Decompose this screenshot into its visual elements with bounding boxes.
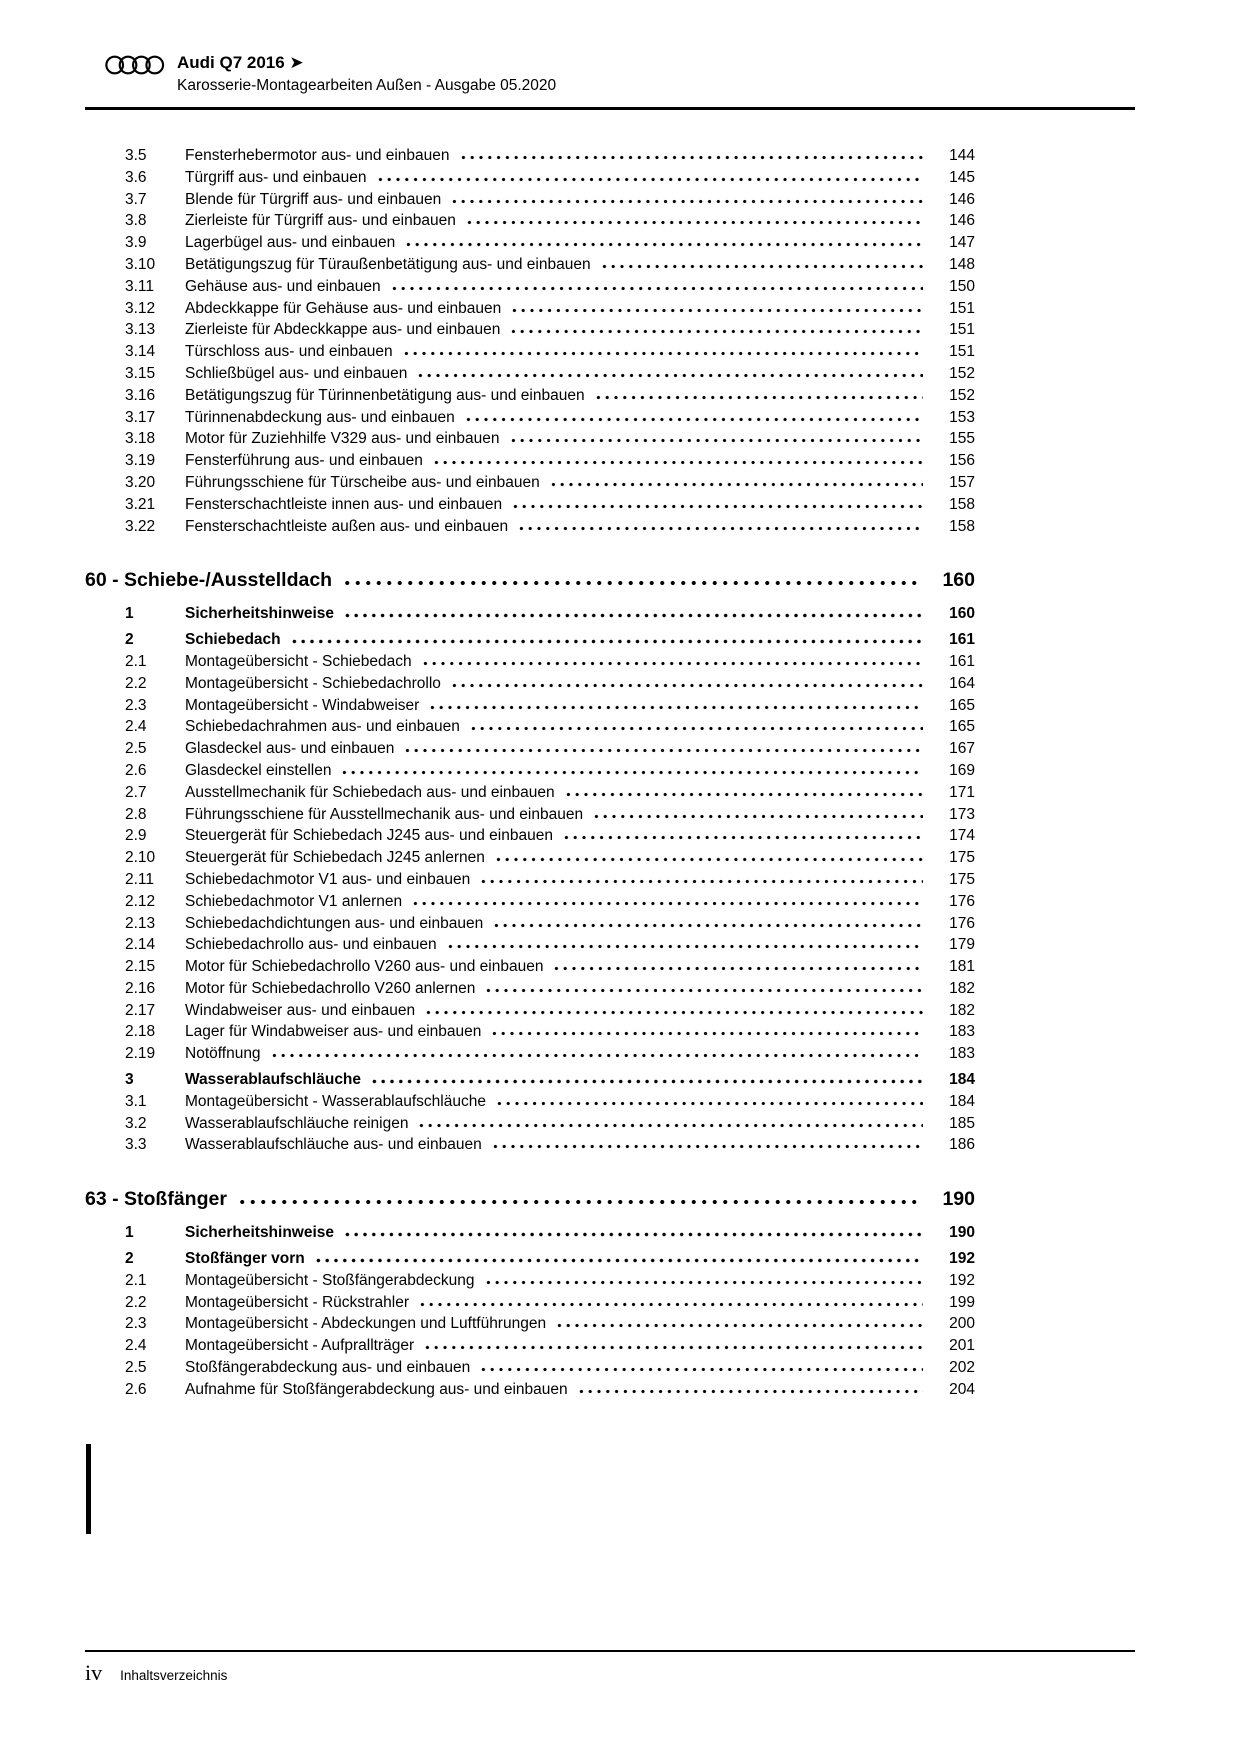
- entry-number: 3.14: [125, 343, 156, 361]
- chapter-label: 63 - Stoßfänger: [85, 1188, 227, 1211]
- entry-title: Führungsschiene für Türscheibe aus- und einbauen: [185, 473, 540, 491]
- entry-page: 181: [949, 958, 975, 976]
- toc-entry: [85, 1357, 975, 1379]
- toc-entry: [85, 167, 975, 189]
- entry-page: 173: [949, 805, 975, 823]
- footer-rule: [85, 1650, 1135, 1652]
- toc-entry: [85, 298, 975, 320]
- chapter-page: 160: [942, 569, 975, 592]
- entry-page: 165: [949, 718, 975, 736]
- toc-entry: [85, 956, 975, 978]
- toc-entry: [85, 603, 975, 625]
- dot-leader: [479, 879, 923, 884]
- entry-page: 182: [949, 979, 975, 997]
- entry-page: 148: [949, 255, 975, 273]
- toc-entry: [85, 319, 975, 341]
- entry-title: Ausstellmechanik für Schiebedach aus- und einbauen: [185, 783, 555, 801]
- toc-entry: [85, 472, 975, 494]
- dot-leader: [510, 308, 923, 313]
- entry-page: 157: [949, 473, 975, 491]
- entry-title: Motor für Schiebedachrollo V260 anlernen: [185, 979, 476, 997]
- dot-leader: [340, 770, 923, 775]
- toc: [85, 145, 975, 1401]
- entry-title: Betätigungszug für Türinnenbetätigung aus- und einbauen: [185, 386, 585, 404]
- toc-entry: [85, 891, 975, 913]
- toc-entry: [85, 847, 975, 869]
- toc-entry: [85, 738, 975, 760]
- entry-page: 171: [949, 783, 975, 801]
- toc-entry: [85, 1270, 975, 1292]
- dot-leader: [484, 988, 923, 993]
- entry-page: 184: [949, 1092, 975, 1110]
- toc-entry: [85, 494, 975, 516]
- header-text: [177, 52, 556, 96]
- entry-title: Motor für Schiebedachrollo V260 aus- und einbauen: [185, 958, 544, 976]
- dot-leader: [465, 220, 923, 225]
- dot-leader: [492, 923, 923, 928]
- entry-number: 3.7: [125, 190, 147, 208]
- toc-entry: [85, 1313, 975, 1335]
- toc-entry: [85, 782, 975, 804]
- entry-number: 3.12: [125, 299, 156, 317]
- entry-title: Aufnahme für Stoßfängerabdeckung aus- und einbauen: [185, 1380, 568, 1398]
- dot-leader: [390, 286, 923, 291]
- dot-leader: [370, 1079, 923, 1084]
- entry-number: 3.6: [125, 168, 147, 186]
- dot-leader: [423, 1345, 923, 1350]
- entry-title: Fensterführung aus- und einbauen: [185, 452, 423, 470]
- entry-number: 2.1: [125, 1271, 147, 1289]
- entry-title: Schiebedachmotor V1 aus- und einbauen: [185, 870, 471, 888]
- entry-number: 2.14: [125, 936, 156, 954]
- dot-leader: [450, 199, 923, 204]
- toc-entry: [85, 1222, 975, 1244]
- toc-entry: [85, 913, 975, 935]
- entry-title: Montageübersicht - Windabweiser: [185, 696, 420, 714]
- toc-entry: [85, 407, 975, 429]
- dot-leader: [342, 580, 919, 586]
- entry-page: 175: [949, 849, 975, 867]
- dot-leader: [509, 438, 923, 443]
- toc-entry: [85, 1248, 975, 1270]
- entry-page: 199: [949, 1293, 975, 1311]
- dot-leader: [404, 242, 923, 247]
- entry-page: 176: [949, 914, 975, 932]
- dot-leader: [592, 814, 923, 819]
- entry-title: Wasserablaufschläuche: [185, 1071, 362, 1089]
- toc-entry: [85, 516, 975, 538]
- entry-title: Sicherheitshinweise: [185, 1224, 335, 1242]
- entry-title: Montageübersicht - Schiebedach: [185, 652, 412, 670]
- entry-number: 3.11: [125, 277, 155, 295]
- entry-title: Türschloss aus- und einbauen: [185, 343, 393, 361]
- toc-entry: [85, 1335, 975, 1357]
- entry-title: Stoßfänger vorn: [185, 1250, 305, 1268]
- chapter-label: 60 - Schiebe-/Ausstelldach: [85, 569, 333, 592]
- dot-leader: [484, 1280, 923, 1285]
- entry-number: 2.1: [125, 652, 147, 670]
- entry-page: 165: [949, 696, 975, 714]
- entry-page: 152: [949, 364, 975, 382]
- toc-entry: [85, 869, 975, 891]
- dot-leader: [416, 373, 923, 378]
- entry-page: 155: [949, 430, 975, 448]
- entry-number: 3.1: [125, 1092, 147, 1110]
- toc-entry: [85, 1043, 975, 1065]
- entry-page: 184: [949, 1071, 975, 1089]
- entry-title: Steuergerät für Schiebedach J245 anlernen: [185, 849, 485, 867]
- dot-leader: [490, 1031, 923, 1036]
- entry-page: 192: [949, 1271, 975, 1289]
- dot-leader: [491, 1144, 923, 1149]
- toc-chapter-row: [85, 567, 975, 594]
- entry-page: 174: [949, 827, 975, 845]
- dot-leader: [552, 966, 923, 971]
- dot-leader: [343, 613, 923, 618]
- dot-leader: [424, 1010, 923, 1015]
- entry-page: 161: [949, 652, 975, 670]
- dot-leader: [594, 395, 923, 400]
- entry-title: Montageübersicht - Rückstrahler: [185, 1293, 409, 1311]
- entry-title: Montageübersicht - Abdeckungen und Luftführungen: [185, 1315, 547, 1333]
- entry-number: 2.11: [125, 870, 155, 888]
- dot-leader: [469, 726, 923, 731]
- dot-leader: [509, 329, 923, 334]
- entry-number: 2.5: [125, 1359, 147, 1377]
- entry-page: 145: [949, 168, 975, 186]
- dot-leader: [343, 1232, 923, 1237]
- toc-entry: [85, 189, 975, 211]
- toc-entry: [85, 1000, 975, 1022]
- dot-leader: [270, 1053, 923, 1058]
- entry-title: Fensterschachtleiste innen aus- und einbauen: [185, 495, 503, 513]
- entry-number: 3.16: [125, 386, 156, 404]
- entry-number: 2.12: [125, 892, 156, 910]
- toc-entry: [85, 1292, 975, 1314]
- toc-entry: [85, 450, 975, 472]
- entry-title: Montageübersicht - Stoßfängerabdeckung: [185, 1271, 475, 1289]
- header: [105, 52, 556, 96]
- dot-leader: [450, 683, 923, 688]
- entry-number: 2.18: [125, 1023, 156, 1041]
- entry-number: 2.4: [125, 718, 147, 736]
- toc-entry: [85, 276, 975, 298]
- toc-entry: [85, 978, 975, 1000]
- dot-leader: [402, 351, 923, 356]
- entry-page: 144: [949, 147, 975, 164]
- entry-number: 3.15: [125, 364, 156, 382]
- dot-leader: [421, 661, 923, 666]
- dot-leader: [428, 705, 923, 710]
- footer: [85, 1660, 227, 1686]
- entry-page: 182: [949, 1001, 975, 1019]
- entry-title: Fensterhebermotor aus- und einbauen: [185, 147, 450, 164]
- toc-entry: [85, 363, 975, 385]
- entry-title: Lagerbügel aus- und einbauen: [185, 234, 396, 252]
- dot-leader: [376, 177, 923, 182]
- entry-page: 183: [949, 1045, 975, 1063]
- dot-leader: [479, 1367, 923, 1372]
- entry-page: 183: [949, 1023, 975, 1041]
- entry-title: Stoßfängerabdeckung aus- und einbauen: [185, 1359, 471, 1377]
- dot-leader: [418, 1302, 923, 1307]
- entry-page: 179: [949, 936, 975, 954]
- entry-page: 167: [949, 740, 975, 758]
- footer-page-roman: iv: [85, 1660, 103, 1685]
- entry-title: Lager für Windabweiser aus- und einbauen: [185, 1023, 482, 1041]
- entry-page: 150: [949, 277, 975, 295]
- entry-title: Glasdeckel einstellen: [185, 761, 332, 779]
- entry-title: Schließbügel aus- und einbauen: [185, 364, 408, 382]
- change-bar: [86, 1444, 91, 1534]
- toc-entry: [85, 760, 975, 782]
- toc-entry: [85, 145, 975, 167]
- entry-title: Türgriff aus- und einbauen: [185, 168, 367, 186]
- entry-page: 204: [949, 1380, 975, 1398]
- toc-entry: [85, 651, 975, 673]
- entry-number: 2.3: [125, 696, 147, 714]
- entry-title: Abdeckkappe für Gehäuse aus- und einbauen: [185, 299, 502, 317]
- entry-title: Schiebedachdichtungen aus- und einbauen: [185, 914, 484, 932]
- entry-title: Sicherheitshinweise: [185, 605, 335, 623]
- entry-title: Gehäuse aus- und einbauen: [185, 277, 381, 295]
- dot-leader: [237, 1199, 919, 1205]
- header-subtitle: Karosserie-Montagearbeiten Außen - Ausgabe 05.2020: [177, 77, 557, 94]
- entry-title: Windabweiser aus- und einbauen: [185, 1001, 416, 1019]
- entry-page: 164: [949, 674, 975, 692]
- entry-page: 151: [949, 343, 975, 361]
- toc-entry: [85, 825, 975, 847]
- entry-number: 3.19: [125, 452, 156, 470]
- dot-leader: [600, 264, 923, 269]
- entry-number: 2: [125, 1250, 134, 1268]
- entry-number: 3.13: [125, 321, 156, 339]
- entry-number: 1: [125, 1224, 134, 1242]
- toc-entry: [85, 1021, 975, 1043]
- entry-page: 147: [949, 234, 975, 252]
- entry-number: 2.10: [125, 849, 156, 867]
- chapter-page: 190: [942, 1188, 975, 1211]
- entry-number: 3.22: [125, 517, 156, 535]
- entry-number: 3.18: [125, 430, 156, 448]
- entry-title: Schiebedachrollo aus- und einbauen: [185, 936, 437, 954]
- entry-number: 3.5: [125, 147, 147, 164]
- entry-number: 3.8: [125, 212, 147, 230]
- entry-page: 158: [949, 517, 975, 535]
- toc-entry: [85, 1091, 975, 1113]
- entry-number: 2.9: [125, 827, 147, 845]
- entry-title: Blende für Türgriff aus- und einbauen: [185, 190, 442, 208]
- entry-number: 2.6: [125, 1380, 147, 1398]
- toc-chapter-row: [85, 1186, 975, 1213]
- entry-page: 146: [949, 190, 975, 208]
- entry-page: 146: [949, 212, 975, 230]
- entry-title: Führungsschiene für Ausstellmechanik aus- und einbauen: [185, 805, 584, 823]
- dot-leader: [464, 417, 923, 422]
- dot-leader: [564, 792, 923, 797]
- toc-entry: [85, 716, 975, 738]
- dot-leader: [562, 835, 923, 840]
- dot-leader: [290, 639, 923, 644]
- entry-page: 158: [949, 495, 975, 513]
- entry-title: Notöffnung: [185, 1045, 261, 1063]
- entry-number: 2.7: [125, 783, 147, 801]
- entry-page: 176: [949, 892, 975, 910]
- entry-number: 2.3: [125, 1315, 147, 1333]
- toc-entry: [85, 210, 975, 232]
- entry-page: 186: [949, 1136, 975, 1154]
- toc-entry: [85, 232, 975, 254]
- entry-title: Motor für Zuziehhilfe V329 aus- und einbauen: [185, 430, 500, 448]
- dot-leader: [403, 748, 923, 753]
- entry-page: 201: [949, 1337, 975, 1355]
- entry-number: 3.3: [125, 1136, 147, 1154]
- entry-title: Betätigungszug für Türaußenbetätigung aus- und einbauen: [185, 255, 591, 273]
- entry-page: 202: [949, 1359, 975, 1377]
- toc-entry: [85, 1113, 975, 1135]
- entry-number: 3.2: [125, 1114, 147, 1132]
- entry-number: 2.5: [125, 740, 147, 758]
- entry-title: Türinnenabdeckung aus- und einbauen: [185, 408, 455, 426]
- entry-page: 185: [949, 1114, 975, 1132]
- entry-page: 192: [949, 1250, 975, 1268]
- entry-number: 1: [125, 605, 134, 623]
- entry-number: 2.2: [125, 1293, 147, 1311]
- dot-leader: [517, 526, 923, 531]
- entry-number: 2: [125, 631, 134, 649]
- entry-number: 3.17: [125, 408, 156, 426]
- header-rule: [85, 107, 1135, 110]
- dot-leader: [494, 857, 923, 862]
- entry-number: 3.21: [125, 495, 156, 513]
- toc-entry: [85, 804, 975, 826]
- toc-entry: [85, 428, 975, 450]
- dot-leader: [446, 944, 923, 949]
- toc-entry: [85, 629, 975, 651]
- entry-title: Schiebedachrahmen aus- und einbauen: [185, 718, 460, 736]
- dot-leader: [495, 1101, 923, 1106]
- dot-leader: [411, 901, 923, 906]
- entry-title: Montageübersicht - Aufprallträger: [185, 1337, 415, 1355]
- entry-title: Montageübersicht - Wasserablaufschläuche: [185, 1092, 486, 1110]
- dot-leader: [417, 1123, 923, 1128]
- dot-leader: [459, 155, 923, 160]
- entry-title: Zierleiste für Türgriff aus- und einbauen: [185, 212, 456, 230]
- entry-number: 3.10: [125, 255, 156, 273]
- audi-rings-logo: [105, 54, 165, 76]
- toc-entry: [85, 341, 975, 363]
- entry-page: 156: [949, 452, 975, 470]
- toc-entry: [85, 1069, 975, 1091]
- entry-page: 153: [949, 408, 975, 426]
- entry-title: Schiebedachmotor V1 anlernen: [185, 892, 403, 910]
- entry-page: 169: [949, 761, 975, 779]
- entry-number: 2.19: [125, 1045, 156, 1063]
- entry-number: 2.17: [125, 1001, 156, 1019]
- entry-page: 161: [949, 631, 975, 649]
- dot-leader: [432, 460, 923, 465]
- entry-number: 2.16: [125, 979, 156, 997]
- entry-title: Zierleiste für Abdeckkappe aus- und einbauen: [185, 321, 501, 339]
- entry-number: 2.15: [125, 958, 156, 976]
- toc-entry: [85, 385, 975, 407]
- toc-entry: [85, 934, 975, 956]
- entry-number: 3.9: [125, 234, 147, 252]
- entry-title: Wasserablaufschläuche aus- und einbauen: [185, 1136, 482, 1154]
- entry-title: Montageübersicht - Schiebedachrollo: [185, 674, 441, 692]
- entry-page: 152: [949, 386, 975, 404]
- entry-number: 3: [125, 1071, 134, 1089]
- dot-leader: [555, 1323, 923, 1328]
- toc-entry: [85, 254, 975, 276]
- entry-number: 2.2: [125, 674, 147, 692]
- dot-leader: [511, 504, 923, 509]
- entry-title: Glasdeckel aus- und einbauen: [185, 740, 395, 758]
- entry-page: 151: [949, 299, 975, 317]
- entry-title: Wasserablaufschläuche reinigen: [185, 1114, 409, 1132]
- entry-page: 160: [949, 605, 975, 623]
- entry-title: Fensterschachtleiste außen aus- und einbauen: [185, 517, 509, 535]
- entry-number: 2.6: [125, 761, 147, 779]
- entry-number: 2.4: [125, 1337, 147, 1355]
- toc-entry: [85, 1379, 975, 1401]
- entry-title: Steuergerät für Schiebedach J245 aus- und einbauen: [185, 827, 553, 845]
- entry-number: 2.8: [125, 805, 147, 823]
- toc-entry: [85, 673, 975, 695]
- header-title: Audi Q7 2016 ➤: [177, 53, 304, 72]
- entry-number: 3.20: [125, 473, 156, 491]
- dot-leader: [577, 1389, 923, 1394]
- entry-title: Schiebedach: [185, 631, 281, 649]
- dot-leader: [314, 1258, 923, 1263]
- entry-page: 200: [949, 1315, 975, 1333]
- entry-page: 151: [949, 321, 975, 339]
- toc-entry: [85, 695, 975, 717]
- toc-entry: [85, 1134, 975, 1156]
- dot-leader: [549, 482, 923, 487]
- entry-page: 175: [949, 870, 975, 888]
- entry-number: 2.13: [125, 914, 156, 932]
- entry-page: 190: [949, 1224, 975, 1242]
- footer-label: Inhaltsverzeichnis: [120, 1668, 228, 1683]
